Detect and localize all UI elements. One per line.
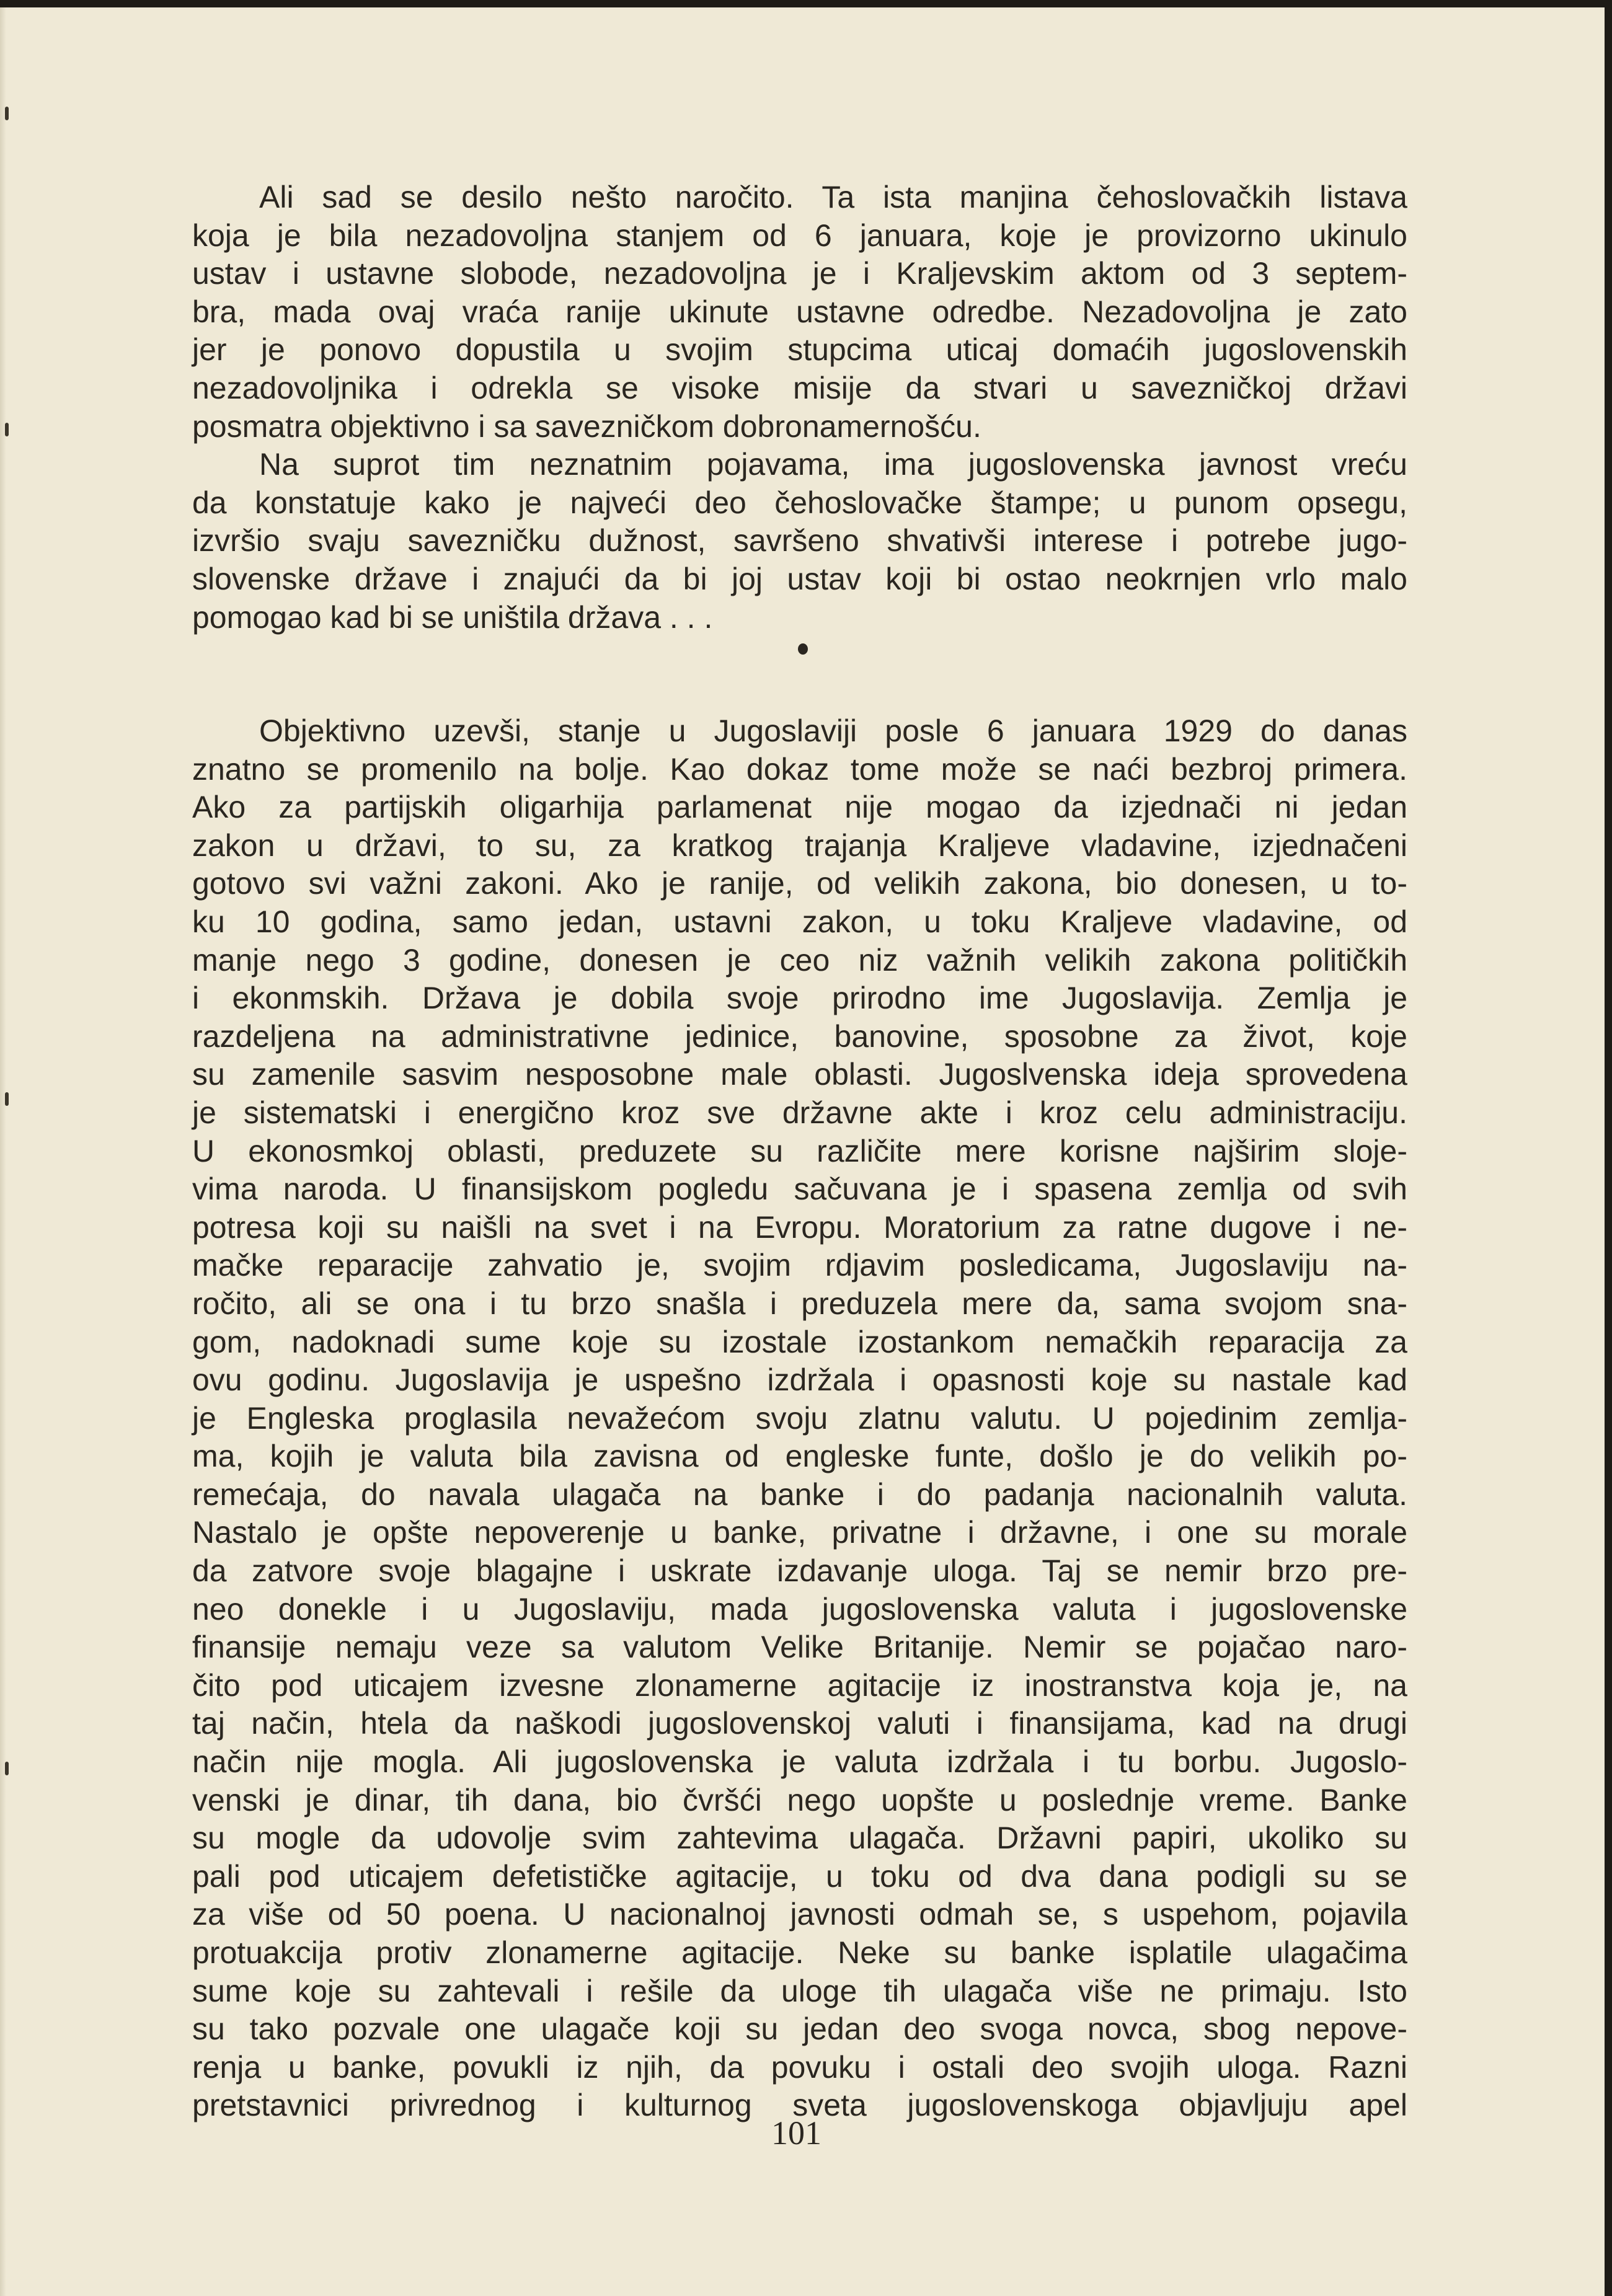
text-line: neo donekle i u Jugoslaviju, mada jugoslovenska valuta i jugoslovenske — [192, 1591, 1407, 1627]
text-line: ku 10 godina, samo jedan, ustavni zakon, u toku Kraljeve vladavine, od — [192, 904, 1407, 939]
text-line: Ali sad se desilo nešto naročito. Ta ista manjina čehoslovačkih listava — [259, 180, 1407, 214]
binding-mark — [5, 423, 9, 436]
text-line: Ako za partijskih oligarhija parlamenat nije mogao da izjednači ni jedan — [192, 790, 1407, 825]
text-line: su mogle da udovolje svim zahtevima ulagača. Državni papiri, ukoliko su — [192, 1821, 1407, 1856]
paragraph-2 — [192, 446, 1407, 637]
text-line: venski je dinar, tih dana, bio čvršći nego uopšte u poslednje vreme. Banke — [192, 1782, 1407, 1817]
text-section-2 — [192, 712, 1407, 2125]
text-line: gom, nadoknadi sume koje su izostale izostankom nemačkih reparacija za — [192, 1324, 1407, 1359]
text-line: Na suprot tim neznatnim pojavama, ima jugoslovenska javnost vreću — [259, 447, 1407, 482]
text-line: čito pod uticajem izvesne zlonamerne agitacije iz inostranstva koja je, na — [192, 1667, 1407, 1703]
text-line: gotovo svi važni zakoni. Ako je ranije, od velikih zakona, bio donesen, u to- — [192, 866, 1407, 901]
text-line: pomogao kad bi se uništila država . . . — [192, 599, 713, 635]
text-line: ma, kojih je valuta bila zavisna od engleske funte, došlo je do velikih po- — [192, 1439, 1407, 1474]
text-line: su tako pozvale one ulagače koji su jedan deo svoga novca, sbog nepove- — [192, 2011, 1407, 2047]
text-line: jer je ponovo dopustila u svojim stupcima uticaj domaćih jugoslovenskih — [192, 332, 1407, 368]
text-line: bra, mada ovaj vraća ranije ukinute ustavne odredbe. Nezadovoljna je zato — [192, 294, 1407, 329]
text-line: taj način, htela da naškodi jugoslovenskoj valuti i finansijama, kad na drugi — [192, 1706, 1407, 1741]
text-line: je Engleska proglasila nevažećom svoju zlatnu valutu. U pojedinim zemlja- — [192, 1400, 1407, 1436]
page-edge — [0, 7, 6, 2296]
text-line: protuakcija protiv zlonamerne agitacije. Neke su banke isplatile ulagačima — [192, 1935, 1407, 1970]
text-line: posmatra objektivno i sa savezničkom dobronamernošću. — [192, 408, 981, 444]
text-line: potresa koji su naišli na svet i na Evropu. Moratorium za ratne dugove i ne- — [192, 1209, 1407, 1245]
text-line: način nije mogla. Ali jugoslovenska je valuta izdržala i tu borbu. Jugoslo- — [192, 1744, 1407, 1780]
text-section-1 — [192, 179, 1407, 637]
text-line: Objektivno uzevši, stanje u Jugoslaviji posle 6 januara 1929 do danas — [259, 713, 1407, 748]
text-line: je sistematski i energično kroz sve državne akte i kroz celu administraciju. — [192, 1095, 1407, 1130]
text-line: pali pod uticajem defetističke agitacije, u toku od dva dana podigli su se — [192, 1858, 1407, 1894]
book-page — [0, 7, 1605, 2296]
text-line: za više od 50 poena. U nacionalnoj javnosti odmah se, s uspehom, pojavila — [192, 1897, 1407, 1932]
section-divider-dot — [798, 643, 808, 655]
text-line: ovu godinu. Jugoslavija je uspešno izdržala i opasnosti koje su nastale kad — [192, 1362, 1407, 1398]
text-line: da zatvore svoje blagajne i uskrate izdavanje uloga. Taj se nemir brzo pre- — [192, 1553, 1407, 1589]
text-line: i ekonmskih. Država je dobila svoje prirodno ime Jugoslavija. Zemlja je — [192, 981, 1407, 1016]
text-line: finansije nemaju veze sa valutom Velike Britanije. Nemir se pojačao naro- — [192, 1630, 1407, 1665]
binding-mark — [5, 1092, 9, 1106]
text-line: U ekonosmkoj oblasti, preduzete su različite mere korisne najširim sloje- — [192, 1133, 1407, 1168]
paragraph-1 — [192, 179, 1407, 446]
text-line: da konstatuje kako je najveći deo čehoslovačke štampe; u punom opsegu, — [192, 485, 1407, 520]
text-line: znatno se promenilo na bolje. Kao dokaz tome može se naći bezbroj primera. — [192, 751, 1407, 787]
binding-mark — [5, 107, 9, 120]
text-line: nezadovoljnika i odrekla se visoke misije da stvari u savezničkoj državi — [192, 370, 1407, 405]
text-line: sume koje su zahtevali i rešile da uloge tih ulagača više ne primaju. Isto — [192, 1973, 1407, 2008]
text-line: slovenske države i znajući da bi joj ustav koji bi ostao neokrnjen vrlo malo — [192, 561, 1407, 596]
text-line: pretstavnici privrednog i kulturnog sveta jugoslovenskoga objavljuju apel — [192, 2088, 1407, 2123]
text-line: ustav i ustavne slobode, nezadovoljna je i Kraljevskim aktom od 3 septem- — [192, 256, 1407, 291]
text-line: zakon u državi, to su, za kratkog trajanja Kraljeve vladavine, izjednačeni — [192, 828, 1407, 863]
text-line: su zamenile sasvim nesposobne male oblasti. Jugoslvenska ideja sprovedena — [192, 1057, 1407, 1092]
text-line: renja u banke, povukli iz njih, da povuku i ostali deo svojih uloga. Razni — [192, 2049, 1407, 2085]
text-line: mačke reparacije zahvatio je, svojim rdjavim posledicama, Jugoslaviju na- — [192, 1248, 1407, 1283]
text-line: izvršio svaju savezničku dužnost, savršeno shvativši interese i potrebe jugo- — [192, 523, 1407, 559]
text-line: manje nego 3 godine, donesen je ceo niz važnih velikih zakona političkih — [192, 942, 1407, 978]
text-line: koja je bila nezadovoljna stanjem od 6 januara, koje je provizorno ukinulo — [192, 218, 1407, 253]
page-number: 101 — [771, 2114, 822, 2152]
binding-mark — [5, 1762, 9, 1775]
text-line: Nastalo je opšte nepoverenje u banke, privatne i državne, i one su morale — [192, 1515, 1407, 1550]
text-line: vima naroda. U finansijskom pogledu sačuvana je i spasena zemlja od svih — [192, 1172, 1407, 1207]
text-line: remećaja, do navala ulagača na banke i do padanja nacionalnih valuta. — [192, 1477, 1407, 1512]
paragraph-3 — [192, 712, 1407, 2125]
text-line: razdeljena na administrativne jedinice, banovine, sposobne za život, koje — [192, 1018, 1407, 1054]
text-line: ročito, ali se ona i tu brzo snašla i preduzela mere da, sama svojom sna- — [192, 1286, 1407, 1321]
